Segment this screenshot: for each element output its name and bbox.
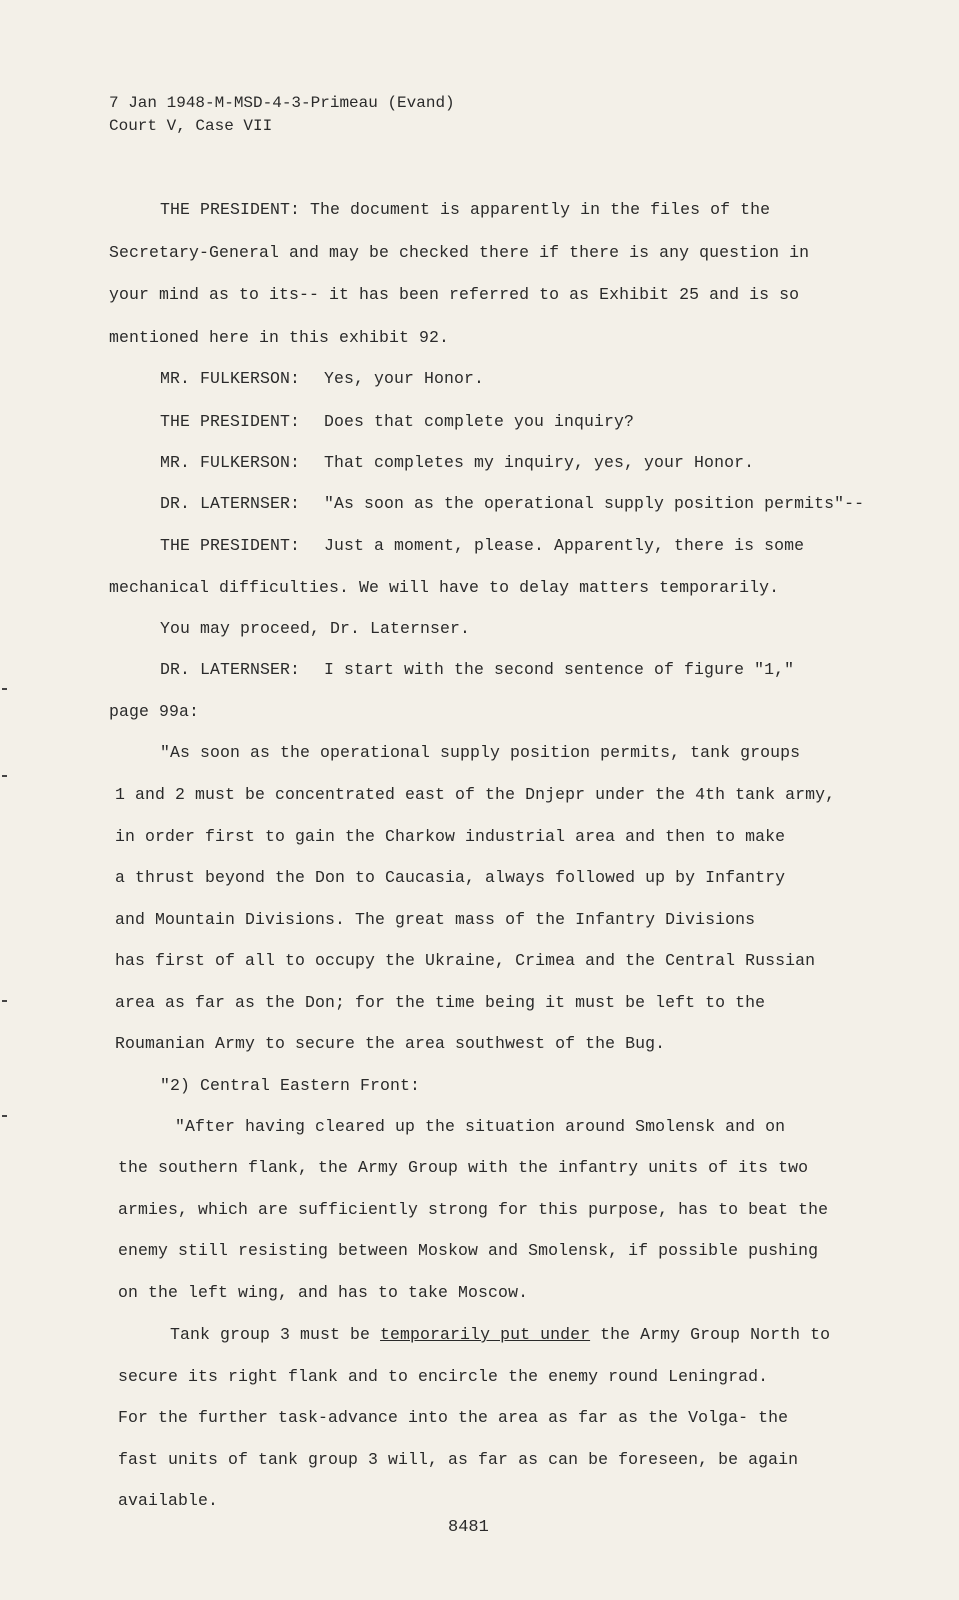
speech-text: "As soon as the operational supply position permits"--	[324, 494, 865, 513]
transcript-line: mentioned here in this exhibit 92.	[109, 328, 450, 347]
quoted-line: Roumanian Army to secure the area southwest of the Bug.	[115, 1034, 666, 1053]
text-segment: Tank group 3 must be	[170, 1325, 381, 1344]
speaker-line	[160, 412, 634, 431]
speaker-line	[160, 660, 794, 679]
margin-mark	[2, 1115, 7, 1117]
quoted-line: area as far as the Don; for the time being it must be left to the	[115, 993, 766, 1012]
speech-text: Does that complete you inquiry?	[324, 412, 635, 431]
quoted-line: "After having cleared up the situation around Smolensk and on	[175, 1117, 786, 1136]
quoted-line: For the further task-advance into the area as far as the Volga- the	[118, 1408, 789, 1427]
quoted-line: secure its right flank and to encircle the enemy round Leningrad.	[118, 1367, 769, 1386]
quoted-line: on the left wing, and has to take Moscow.	[118, 1283, 529, 1302]
quoted-line: in order first to gain the Charkow industrial area and then to make	[115, 827, 786, 846]
underlined-text: temporarily put under	[380, 1325, 591, 1344]
quoted-line: has first of all to occupy the Ukraine, Crimea and the Central Russian	[115, 951, 816, 970]
speaker-line	[160, 536, 804, 555]
quoted-line: and Mountain Divisions. The great mass of the Infantry Divisions	[115, 910, 756, 929]
header-line-1: 7 Jan 1948-M-MSD-4-3-Primeau (Evand)	[109, 94, 455, 112]
quoted-line: enemy still resisting between Moskow and Smolensk, if possible pushing	[118, 1241, 819, 1260]
margin-mark	[2, 688, 7, 690]
text-segment: the Army Group North to	[590, 1325, 831, 1344]
margin-mark	[2, 775, 7, 777]
quoted-line: 1 and 2 must be concentrated east of the Dnjepr under the 4th tank army,	[115, 785, 836, 804]
section-heading: "2) Central Eastern Front:	[160, 1076, 421, 1095]
transcript-line: THE PRESIDENT: The document is apparently in the files of the	[160, 200, 771, 219]
speech-text: Yes, your Honor.	[324, 369, 485, 388]
speech-text: Just a moment, please. Apparently, there is some	[324, 536, 805, 555]
page-number: 8481	[448, 1518, 489, 1537]
speaker-line	[160, 369, 484, 388]
margin-mark	[2, 1000, 7, 1002]
speaker-label: DR. LATERNSER:	[160, 494, 301, 513]
speaker-label: THE PRESIDENT:	[160, 536, 301, 555]
quoted-line: armies, which are sufficiently strong for this purpose, has to beat the	[118, 1200, 829, 1219]
document-header	[109, 92, 455, 138]
quoted-line: fast units of tank group 3 will, as far as can be foreseen, be again	[118, 1450, 799, 1469]
header-line-2: Court V, Case VII	[109, 117, 273, 135]
speech-text: That completes my inquiry, yes, your Honor.	[324, 453, 755, 472]
quoted-line: available.	[118, 1491, 219, 1510]
transcript-line: You may proceed, Dr. Laternser.	[160, 619, 471, 638]
speaker-label: THE PRESIDENT:	[160, 412, 301, 431]
speech-text: I start with the second sentence of figure "1,"	[324, 660, 795, 679]
transcript-line: your mind as to its-- it has been referred to as Exhibit 25 and is so	[109, 285, 800, 304]
speaker-label: DR. LATERNSER:	[160, 660, 301, 679]
quoted-line	[170, 1325, 830, 1344]
speaker-line	[160, 453, 754, 472]
quoted-line: the southern flank, the Army Group with the infantry units of its two	[118, 1158, 809, 1177]
transcript-line: Secretary-General and may be checked there if there is any question in	[109, 243, 810, 262]
quoted-line: a thrust beyond the Don to Caucasia, always followed up by Infantry	[115, 868, 786, 887]
quoted-line: "As soon as the operational supply position permits, tank groups	[160, 743, 801, 762]
speaker-line	[160, 494, 864, 513]
transcript-line: mechanical difficulties. We will have to delay matters temporarily.	[109, 578, 780, 597]
transcript-line: page 99a:	[109, 702, 200, 721]
speaker-label: MR. FULKERSON:	[160, 453, 301, 472]
speaker-label: MR. FULKERSON:	[160, 369, 301, 388]
